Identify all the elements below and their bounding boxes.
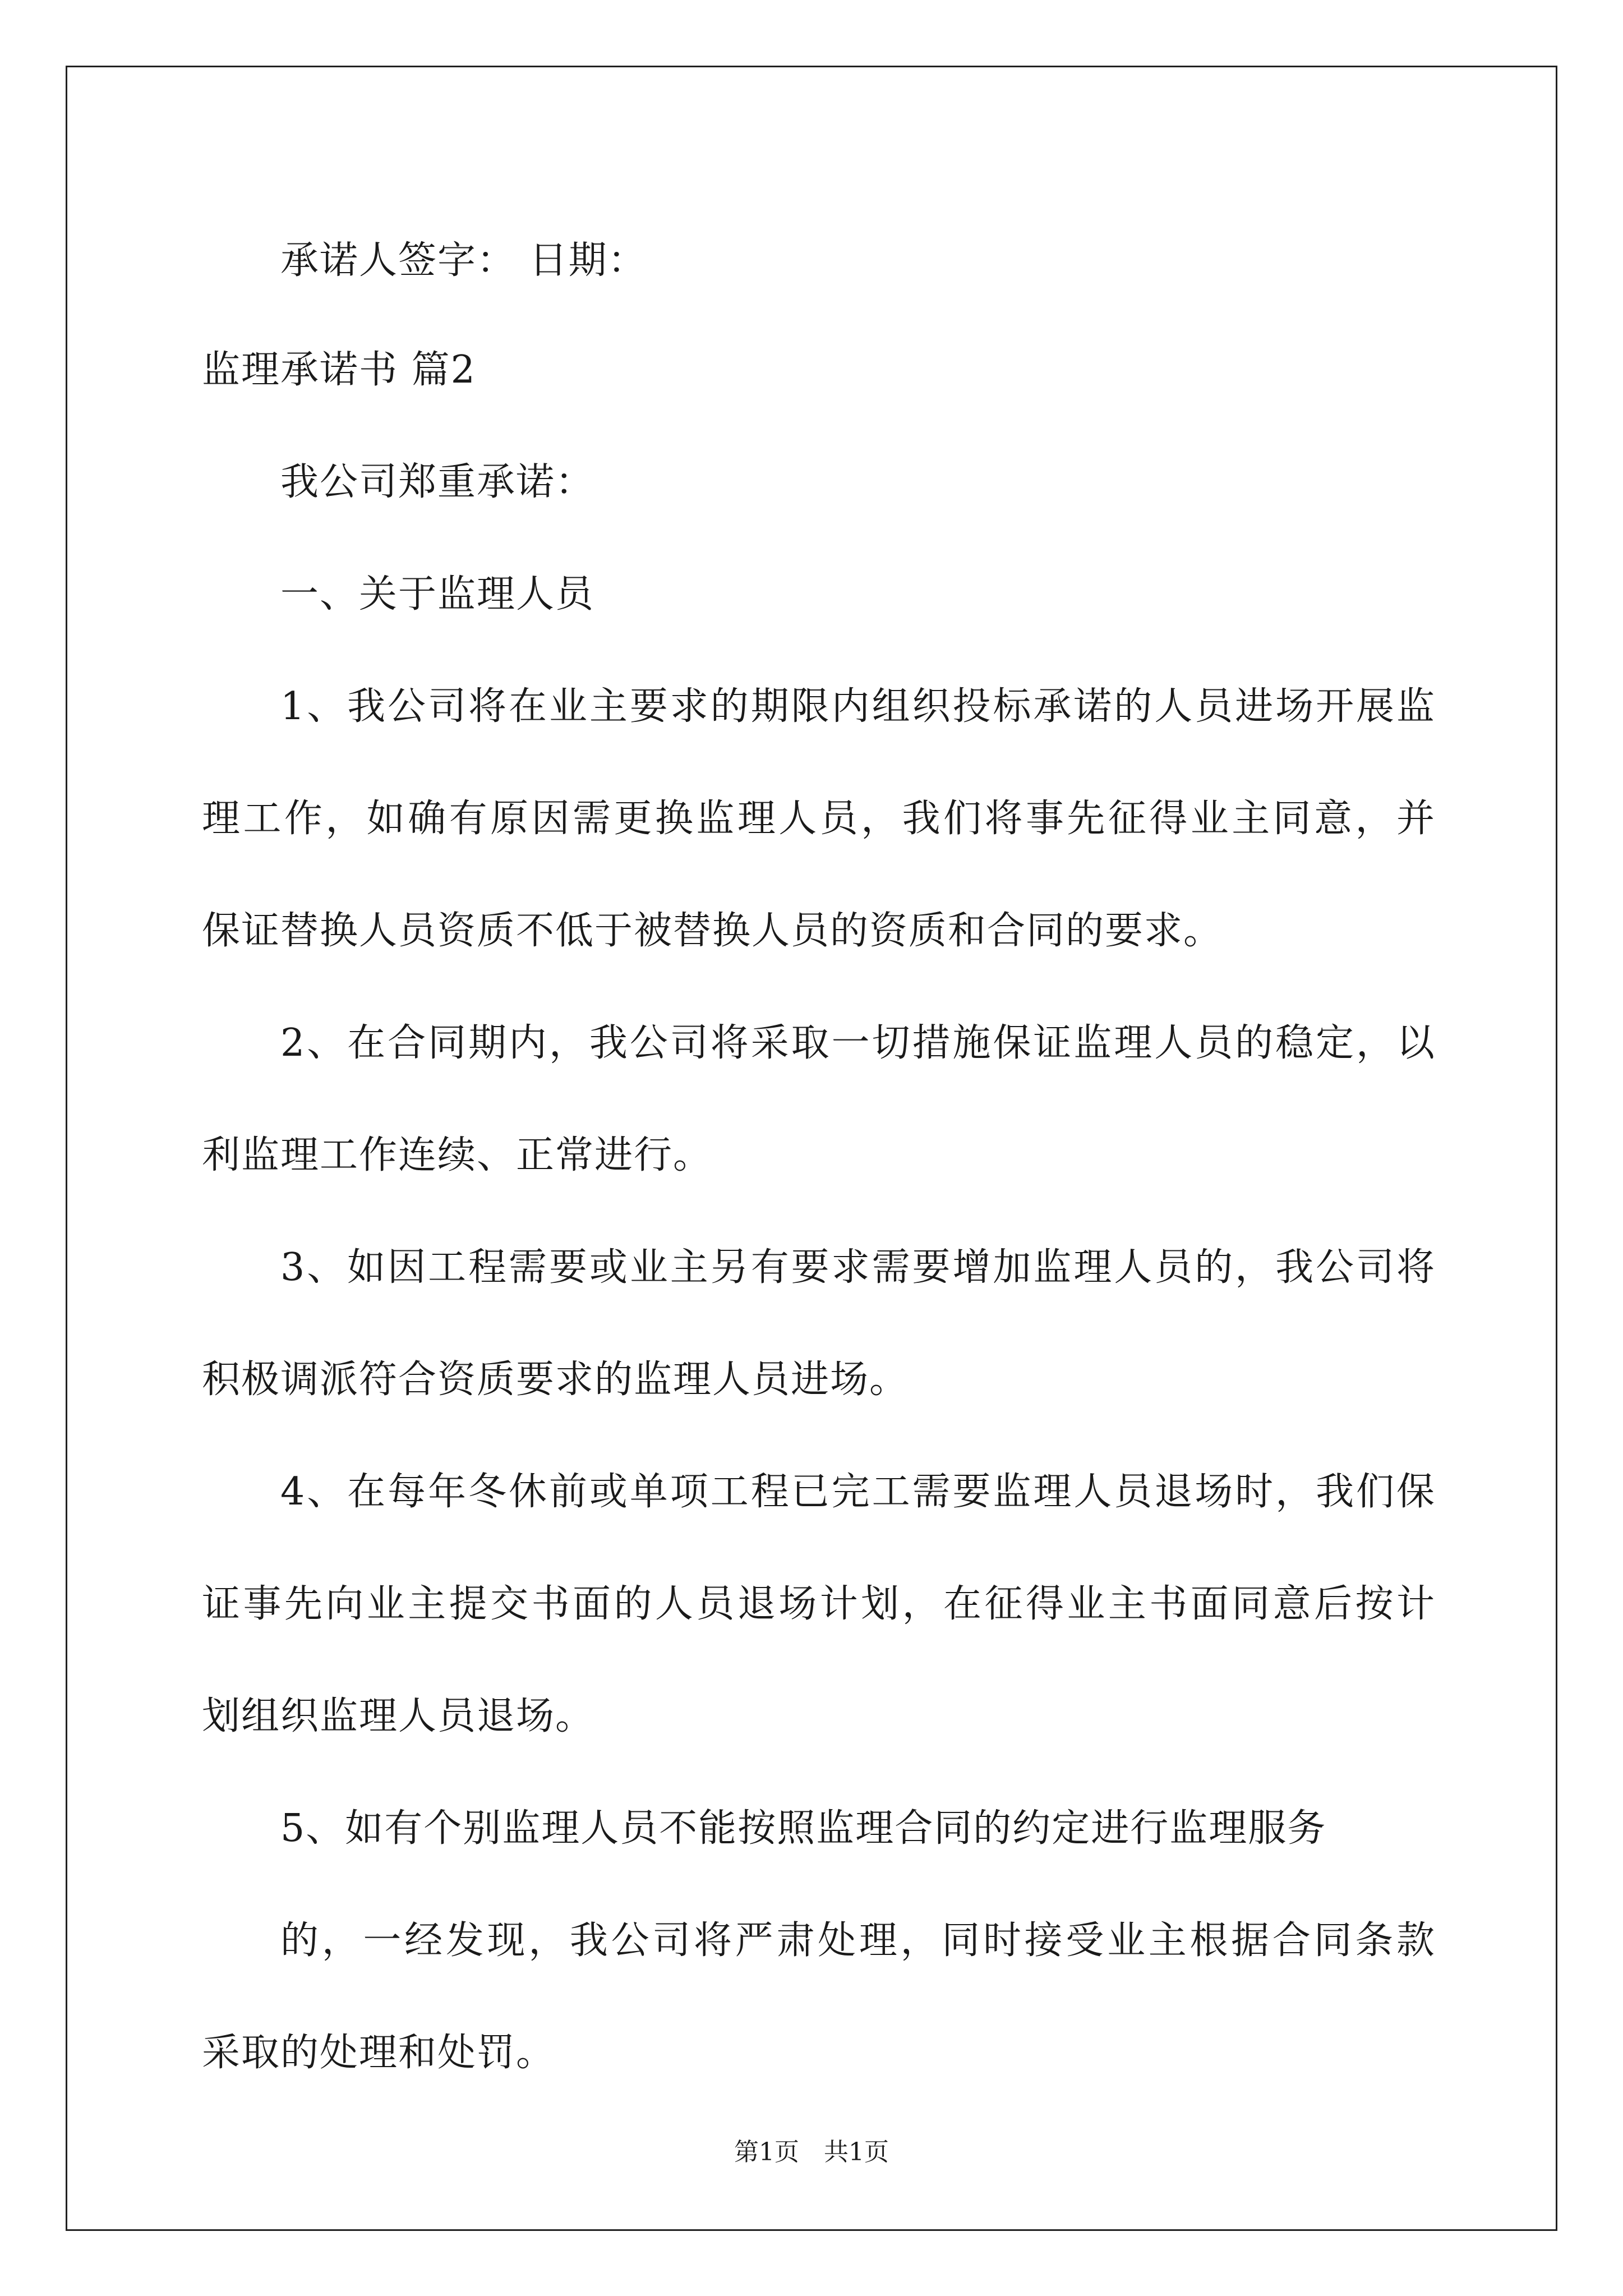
paragraph-line: 划组织监理人员退场。 xyxy=(202,1694,595,1738)
paragraph-line: 我公司郑重承诺： xyxy=(280,460,595,504)
section-title: 监理承诺书 篇2 xyxy=(202,348,476,392)
paragraph-line: 理工作，如确有原因需更换监理人员，我们将事先征得业主同意，并 xyxy=(202,797,1436,841)
paragraph-line: 证事先向业主提交书面的人员退场计划，在征得业主书面同意后按计 xyxy=(202,1582,1436,1626)
paragraph-line: 保证替换人员资质不低于被替换人员的资质和合同的要求。 xyxy=(202,909,1223,953)
page-number: 第1页 共1页 xyxy=(734,2138,889,2166)
paragraph-line: 1、我公司将在业主要求的期限内组织投标承诺的人员进场开展监 xyxy=(280,684,1436,729)
paragraph-line: 4、在每年冬休前或单项工程已完工需要监理人员退场时，我们保 xyxy=(280,1470,1436,1514)
paragraph-line: 采取的处理和处罚。 xyxy=(202,2031,556,2075)
paragraph-line: 的，一经发现，我公司将严肃处理，同时接受业主根据合同条款 xyxy=(280,1918,1436,1963)
paragraph-line: 积极调派符合资质要求的监理人员进场。 xyxy=(202,1358,909,1402)
subsection-heading: 一、关于监理人员 xyxy=(280,572,595,616)
paragraph-line: 2、在合同期内，我公司将采取一切措施保证监理人员的稳定，以 xyxy=(280,1021,1436,1065)
paragraph-line: 利监理工作连续、正常进行。 xyxy=(202,1133,713,1177)
signature-date-line: 承诺人签字： 日期： xyxy=(280,238,647,283)
paragraph-line: 3、如因工程需要或业主另有要求需要增加监理人员的，我公司将 xyxy=(280,1245,1436,1290)
paragraph-line: 5、如有个别监理人员不能按照监理合同的约定进行监理服务 xyxy=(280,1806,1327,1851)
